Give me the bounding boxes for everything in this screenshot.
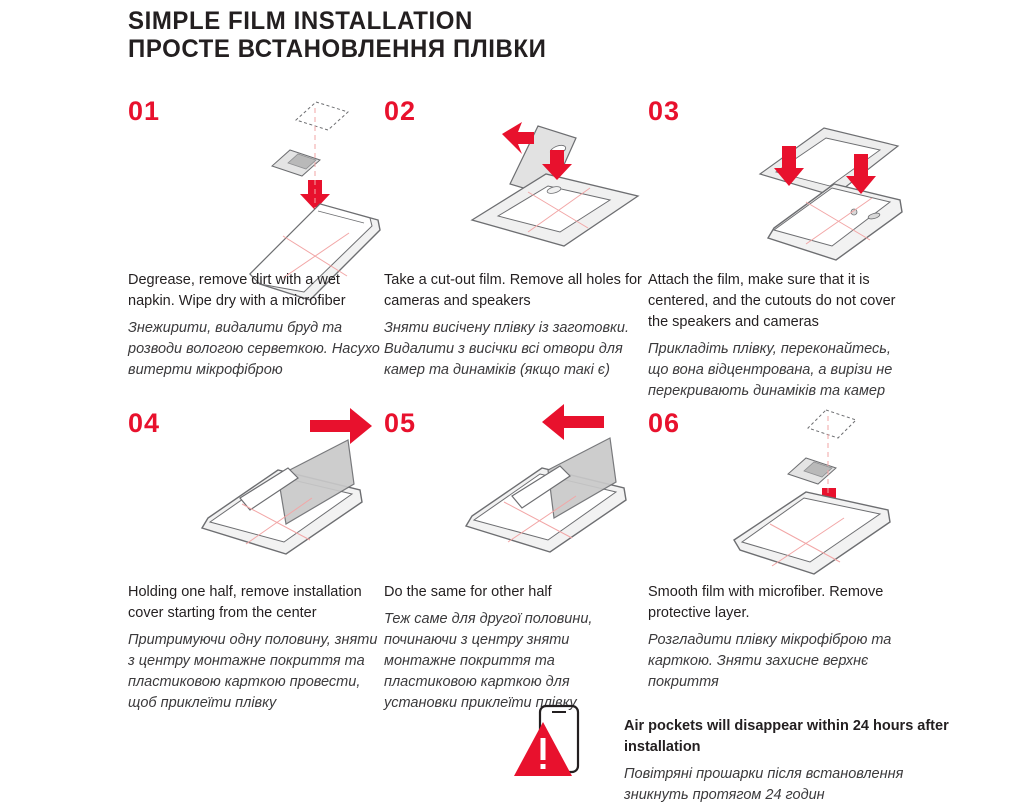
step-text-06 (648, 582, 910, 693)
step-text-en: Do the same for other half (384, 584, 552, 600)
step-illustration-05 (438, 400, 648, 570)
page-title-en: SIMPLE FILM INSTALLATION (128, 7, 473, 35)
step-text-en: Attach the film, make sure that it is centered, and the cutouts do not cover the speakers and cameras (648, 272, 896, 331)
step-number: 06 (648, 408, 681, 438)
step-text-uk: Знежирити, видалити бруд та розводи вологою серветкою. Насухо витерти мікрофіброю (128, 320, 380, 379)
step-text-03 (648, 270, 910, 402)
step-number: 01 (128, 96, 161, 126)
step-text-uk: Притримуючи одну половину, зняти з центру монтажне покриття та пластиковою карткою провести, щоб приклеїти плівку (128, 632, 378, 712)
step-text-uk: Зняти висічену плівку із заготовки. Видалити з висічки всі отвори для камер та динаміків (якщо такі є) (384, 320, 629, 379)
footer-text-en: Air pockets will disappear within 24 hours after installation (624, 718, 949, 756)
step-number: 05 (384, 408, 417, 438)
step-illustration-04 (182, 400, 392, 570)
step-text-uk: Розгладити плівку мікрофіброю та карткою. Зняти захисне верхнє покриття (648, 632, 892, 691)
step-number: 04 (128, 408, 161, 438)
step-text-en: Take a cut-out film. Remove all holes for cameras and speakers (384, 272, 642, 310)
step-text-04 (128, 582, 386, 714)
page-title-uk: ПРОСТЕ ВСТАНОВЛЕННЯ ПЛІВКИ (128, 35, 547, 63)
step-text-en: Smooth film with microfiber. Remove protective layer. (648, 584, 884, 622)
step-text-en: Degrease, remove dirt with a wet napkin. Wipe dry with a microfiber (128, 272, 346, 310)
step-illustration-02 (438, 88, 648, 258)
step-number: 03 (648, 96, 681, 126)
step-text-uk: Прикладіть плівку, переконайтесь, що вона відцентрована, а вирізи не перекривають динаміків та камер (648, 341, 893, 400)
step-text-02 (384, 270, 642, 381)
footer-text-uk: Повітряні прошарки після встановлення зникнуть протягом 24 годин (624, 766, 904, 804)
warning-phone-icon (512, 704, 610, 782)
footer-text (624, 716, 954, 806)
step-illustration-01 (182, 88, 392, 258)
step-text-05 (384, 582, 642, 714)
step-illustration-03 (702, 88, 912, 258)
step-text-en: Holding one half, remove installation cover starting from the center (128, 584, 362, 622)
step-text-uk: Теж саме для другої половини, починаючи з центру зняти монтажне покриття та пластиковою карткою для установки приклеїти плівку (384, 611, 593, 712)
step-illustration-06 (702, 400, 912, 570)
page-header (128, 8, 564, 63)
step-text-01 (128, 270, 386, 381)
step-number: 02 (384, 96, 417, 126)
